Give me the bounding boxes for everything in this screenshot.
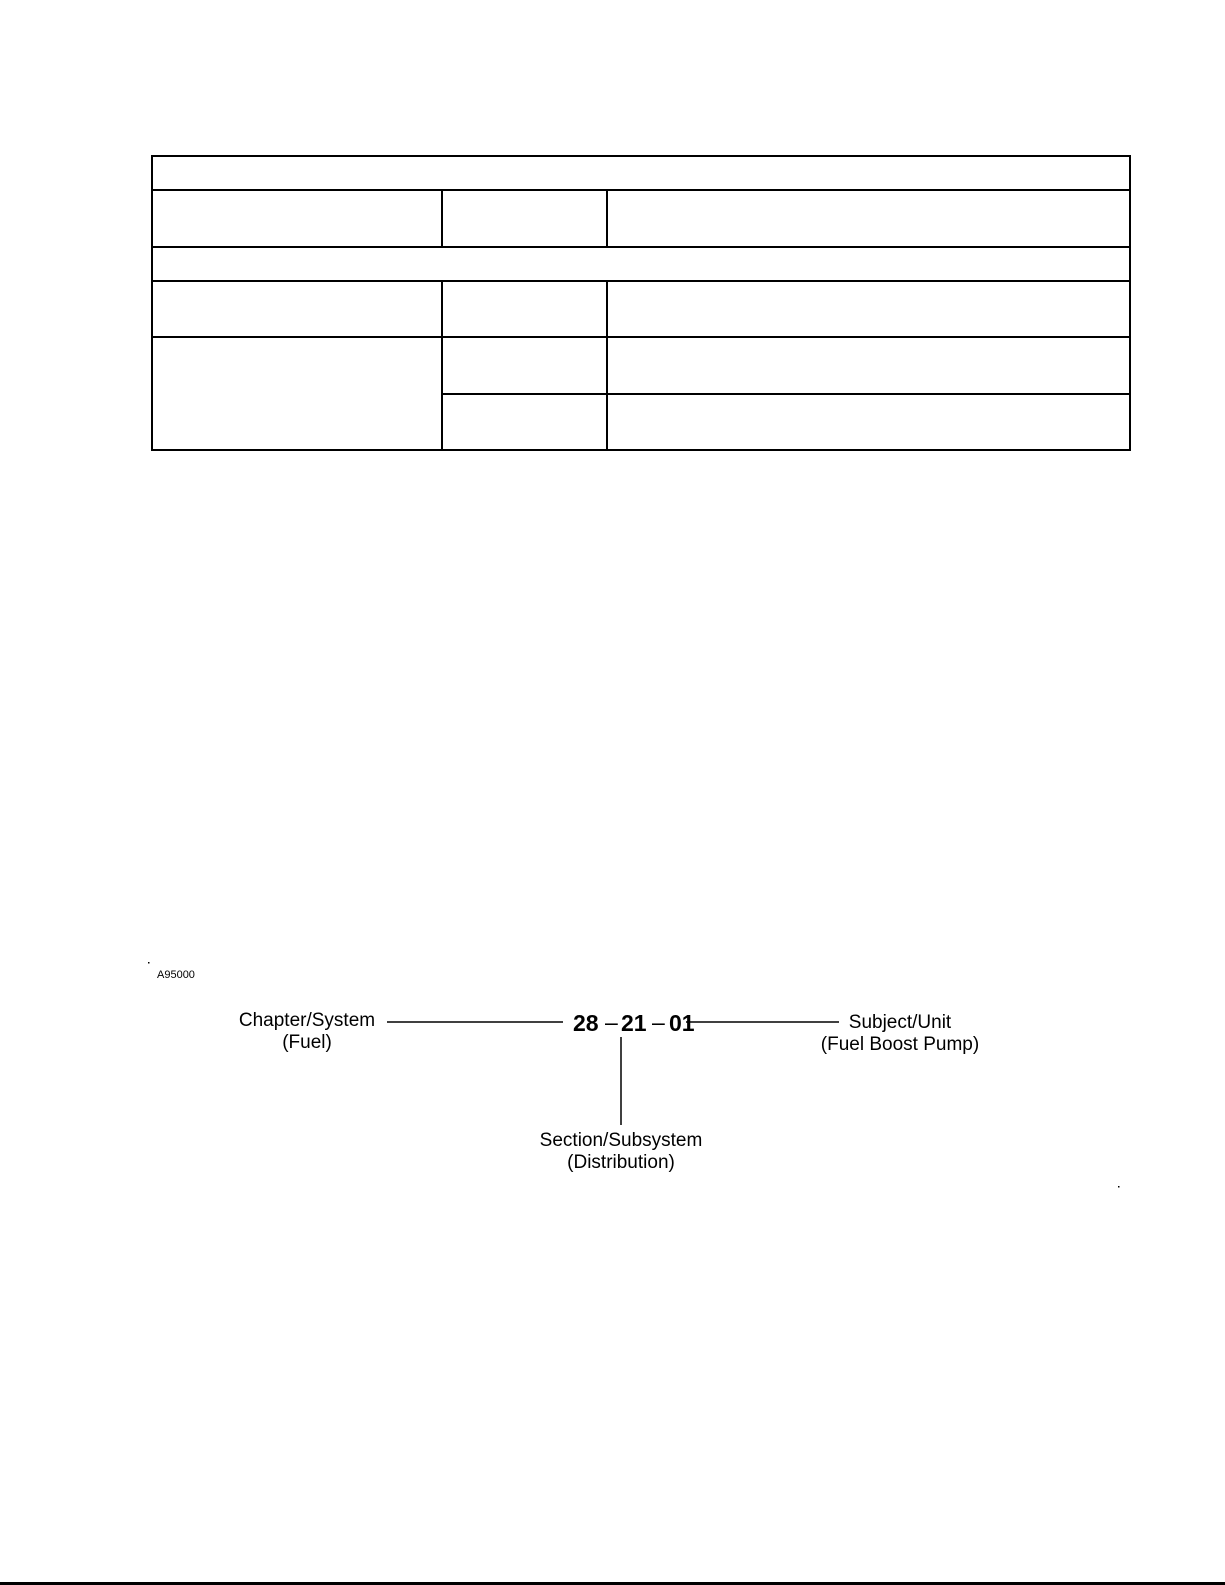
- subject-label-title: Subject/Unit: [848, 1012, 952, 1033]
- chapter-label: [232, 1010, 382, 1054]
- subject-label: [810, 1012, 990, 1056]
- code-separator: –: [652, 1009, 665, 1035]
- corner-mark: [1118, 1186, 1120, 1188]
- chapter-label-title: Chapter/System: [238, 1010, 376, 1031]
- subject-label-example: (Fuel Boost Pump): [820, 1034, 980, 1055]
- section-label: [526, 1130, 716, 1174]
- figure-id: A95000: [157, 969, 195, 981]
- section-code: 21: [621, 1010, 647, 1036]
- corner-mark: [148, 962, 150, 964]
- section-label-title: Section/Subsystem: [539, 1130, 703, 1151]
- subject-code: 01: [669, 1010, 695, 1036]
- code-separator: –: [605, 1009, 618, 1035]
- section-label-example: (Distribution): [567, 1152, 675, 1173]
- chapter-label-example: (Fuel): [282, 1032, 332, 1053]
- chapter-code: 28: [573, 1010, 599, 1036]
